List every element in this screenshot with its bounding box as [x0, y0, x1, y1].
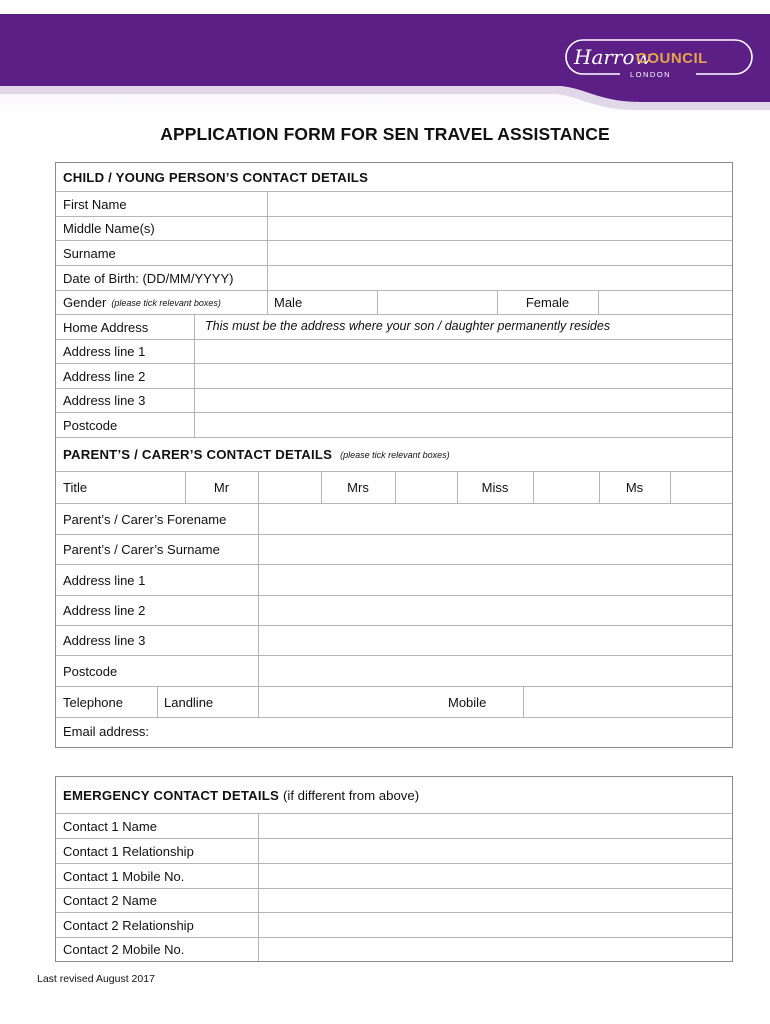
surname-label: Surname — [63, 245, 116, 261]
contact-2-name-field[interactable] — [258, 889, 732, 912]
first-name-field[interactable] — [267, 192, 732, 216]
emergency-section-title-text: EMERGENCY CONTACT DETAILS — [63, 787, 280, 803]
parent-address-line-2-label: Address line 2 — [63, 603, 146, 618]
dob-label: Date of Birth: (DD/MM/YYYY) — [63, 270, 234, 286]
contact-1-relationship-field[interactable] — [258, 839, 732, 863]
parent-surname-row — [56, 534, 732, 564]
footer-revision-note: Last revised August 2017 — [37, 973, 155, 985]
email-row — [56, 717, 732, 747]
parent-surname-field[interactable] — [258, 535, 732, 564]
contact-2-mobile-row — [56, 937, 732, 961]
parent-postcode-label: Postcode — [63, 663, 118, 679]
parent-forename-field[interactable] — [258, 504, 732, 534]
female-checkbox[interactable] — [598, 291, 732, 314]
contact-2-name-label: Contact 2 Name — [63, 893, 157, 908]
child-section-title: CHILD / YOUNG PERSON’S CONTACT DETAILS — [63, 169, 369, 185]
landline-label: Landline — [164, 694, 214, 710]
parent-forename-row — [56, 503, 732, 534]
mobile-field[interactable] — [523, 687, 732, 717]
contact-1-mobile-row — [56, 863, 732, 888]
ms-checkbox[interactable] — [670, 472, 732, 503]
contact-1-relationship-label: Contact 1 Relationship — [63, 843, 194, 859]
parent-address-line-3-field[interactable] — [258, 626, 732, 655]
parent-title-label: Title — [63, 480, 88, 495]
emergency-section-title — [56, 777, 732, 813]
parent-postcode-field[interactable] — [258, 656, 732, 686]
landline-field[interactable] — [258, 687, 448, 717]
emergency-section-header — [56, 777, 732, 813]
mobile-label: Mobile — [448, 694, 487, 710]
telephone-label: Telephone — [63, 694, 123, 710]
contact-1-name-field[interactable] — [258, 814, 732, 838]
male-checkbox[interactable] — [377, 291, 497, 314]
first-name-row — [56, 191, 732, 216]
home-address-note: This must be the address where your son / daughter permanently resides — [205, 319, 611, 333]
child-address-line-2-row — [56, 363, 732, 388]
miss-label: Miss — [481, 480, 509, 495]
gender-label-text: Gender — [63, 295, 107, 310]
svg-text:Harrow: Harrow — [574, 45, 652, 69]
child-postcode-row — [56, 412, 732, 437]
miss-checkbox[interactable] — [533, 472, 599, 503]
mrs-checkbox[interactable] — [395, 472, 457, 503]
middle-names-label: Middle Name(s) — [63, 221, 155, 236]
contact-1-name-label: Contact 1 Name — [63, 818, 157, 834]
parent-address-line-1-label: Address line 1 — [63, 572, 146, 588]
surname-field[interactable] — [267, 241, 732, 265]
parent-forename-label: Parent’s / Carer’s Forename — [63, 511, 227, 527]
child-address-line-1-field[interactable] — [194, 340, 732, 363]
gender-hint: (please tick relevant boxes) — [111, 297, 221, 308]
ms-label: Ms — [625, 480, 644, 495]
contact-2-mobile-field[interactable] — [258, 938, 732, 961]
contact-2-name-row — [56, 888, 732, 912]
email-label: Email address: — [63, 724, 149, 739]
child-address-line-1-row — [56, 339, 732, 363]
parent-address-line-2-row — [56, 595, 732, 625]
parent-address-line-2-field[interactable] — [258, 596, 732, 625]
first-name-label: First Name — [63, 196, 127, 212]
contact-1-mobile-label: Contact 1 Mobile No. — [63, 868, 185, 884]
email-field[interactable] — [56, 718, 732, 747]
header-banner — [0, 14, 770, 118]
contact-2-relationship-row — [56, 912, 732, 937]
child-address-line-2-field[interactable] — [194, 364, 732, 388]
emergency-contact-form — [55, 776, 733, 962]
child-section-header — [56, 163, 732, 191]
telephone-row — [56, 686, 732, 717]
emergency-section-suffix: (if different from above) — [283, 787, 420, 803]
child-address-line-3-row — [56, 388, 732, 412]
child-address-line-2-label: Address line 2 — [63, 368, 146, 384]
contact-1-name-row — [56, 813, 732, 838]
middle-names-field[interactable] — [267, 217, 732, 240]
parent-section-title — [56, 438, 732, 471]
child-address-line-3-field[interactable] — [194, 389, 732, 412]
parent-address-line-3-label: Address line 3 — [63, 633, 146, 648]
contact-2-relationship-label: Contact 2 Relationship — [63, 917, 194, 933]
parent-surname-label: Parent’s / Carer’s Surname — [63, 542, 220, 557]
parent-section-header — [56, 437, 732, 471]
male-label: Male — [274, 295, 303, 310]
child-postcode-field[interactable] — [194, 413, 732, 437]
female-label: Female — [525, 295, 570, 310]
contact-1-relationship-row — [56, 838, 732, 863]
surname-row — [56, 240, 732, 265]
mr-checkbox[interactable] — [258, 472, 321, 503]
dob-row — [56, 265, 732, 290]
parent-address-line-1-field[interactable] — [258, 565, 732, 595]
child-address-line-1-label: Address line 1 — [63, 344, 146, 359]
contact-2-relationship-field[interactable] — [258, 913, 732, 937]
parent-section-title-text: PARENT’S / CARER’S CONTACT DETAILS — [63, 447, 333, 462]
parent-address-line-3-row — [56, 625, 732, 655]
parent-address-line-1-row — [56, 564, 732, 595]
svg-text:COUNCIL: COUNCIL — [636, 50, 708, 67]
contact-2-mobile-label: Contact 2 Mobile No. — [63, 942, 185, 957]
gender-row — [56, 290, 732, 314]
gender-label — [56, 291, 267, 314]
dob-field[interactable] — [267, 266, 732, 290]
home-address-label: Home Address — [63, 319, 149, 335]
contact-1-mobile-field[interactable] — [258, 864, 732, 888]
home-address-row — [56, 314, 732, 339]
child-postcode-label: Postcode — [63, 417, 118, 433]
parent-section-hint: (please tick relevant boxes) — [340, 449, 450, 460]
page-title: APPLICATION FORM FOR SEN TRAVEL ASSISTANCE — [160, 124, 610, 144]
contact-details-form — [55, 162, 733, 748]
mr-label: Mr — [213, 480, 230, 495]
parent-title-row — [56, 471, 732, 503]
parent-postcode-row — [56, 655, 732, 686]
child-address-line-3-label: Address line 3 — [63, 393, 146, 408]
mrs-label: Mrs — [347, 480, 369, 495]
middle-names-row — [56, 216, 732, 240]
svg-text:LONDON: LONDON — [630, 70, 672, 79]
